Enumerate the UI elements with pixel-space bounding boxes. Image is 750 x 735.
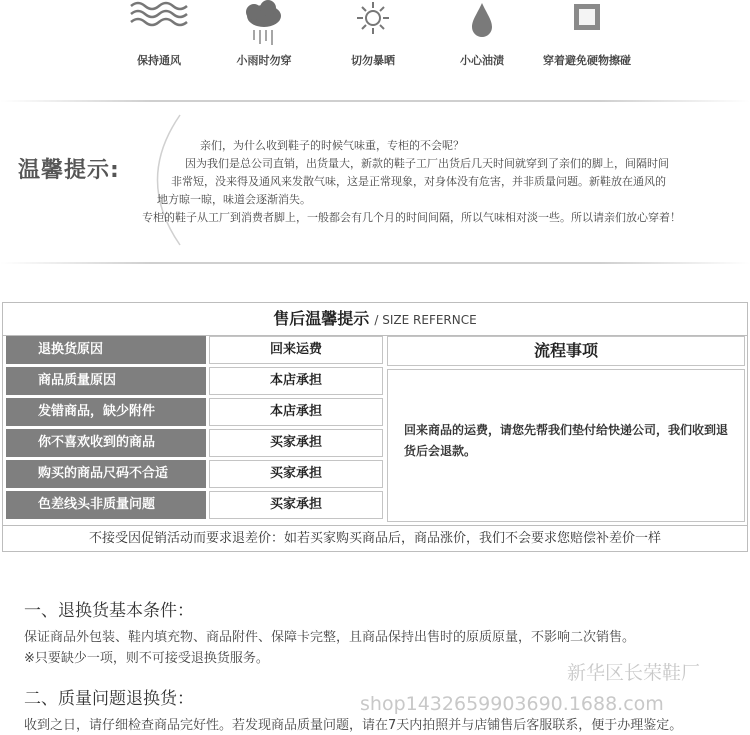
- rain-cloud-icon: [242, 0, 286, 48]
- tip-line: 因为我们是总公司直销，出货量大，新款的鞋子工厂出货后几天时间就穿到了亲们的脚上，间隔时间: [185, 157, 669, 170]
- table-row-reason: 色差线头非质量问题: [6, 491, 206, 519]
- square-box-icon: [569, 0, 605, 40]
- table-row-bearer: 本店承担: [209, 398, 383, 426]
- care-label: 切勿暴晒: [351, 54, 395, 67]
- table-header: [3, 303, 747, 336]
- conditions-line: 保证商品外包装、鞋内填充物、商品附件、保障卡完整，且商品保持出售时的原质原量，不影响二次销售。: [24, 630, 636, 645]
- tip-line: 非常短，没来得及通风来发散气味，这是正常现象，对身体没有危害，并非质量问题。新鞋放在通风的: [171, 175, 666, 188]
- table-row-bearer: 回来运费: [209, 336, 383, 364]
- oil-drop-icon: [467, 0, 497, 40]
- tip-line: 专柜的鞋子从工厂到消费者脚上，一般都会有几个月的时间间隔，所以气味相对淡一些。所以请亲们放心穿着！: [142, 211, 681, 224]
- conditions-title: 一、退换货基本条件：: [24, 601, 194, 621]
- price-difference-note: 不接受因促销活动而要求退差价：如若买家购买商品后，商品涨价，我们不会要求您赔偿补差价一样: [3, 525, 747, 552]
- care-label: 保持通风: [137, 54, 181, 67]
- care-label: 小雨时勿穿: [236, 54, 292, 67]
- care-item-sun: [313, 0, 433, 67]
- tip-line: 亲们，为什么收到鞋子的时候气味重，专柜的不会呢？: [200, 139, 464, 152]
- table-row-bearer: 买家承担: [209, 491, 383, 519]
- process-header: 流程事项: [387, 336, 745, 366]
- quality-title: 二、质量问题退换货：: [24, 689, 194, 709]
- table-row-bearer: 买家承担: [209, 460, 383, 488]
- tips-title: 温馨提示:: [18, 158, 120, 183]
- divider: [0, 262, 750, 264]
- table-row-bearer: 本店承担: [209, 367, 383, 395]
- care-item-rain: [204, 0, 324, 67]
- after-sale-table: [2, 302, 748, 552]
- watermark-shop: 新华区长荣鞋厂: [567, 662, 701, 684]
- care-item-scratch: [527, 0, 647, 67]
- table-title: 售后温馨提示: [273, 309, 370, 328]
- table-row-reason: 发错商品，缺少附件: [6, 398, 206, 426]
- watermark-url: shop1432659903690.1688.com: [360, 693, 664, 715]
- quality-line: 收到之日，请仔细检查商品完好性。若发现商品质量问题，请在7天内拍照并与店铺售后客服联系，便于办理鉴定。: [24, 718, 683, 733]
- table-subtitle: / SIZE REFERNCE: [374, 313, 477, 327]
- care-item-ventilate: [99, 0, 219, 67]
- table-row-reason: 退换货原因: [6, 336, 206, 364]
- wave-icon: [127, 0, 191, 30]
- conditions-note: ※只要缺少一项，则不可接受退换货服务。: [24, 651, 269, 666]
- process-text: 回来商品的运费，请您先帮我们垫付给快递公司，我们收到退货后会退款。: [387, 369, 745, 522]
- table-row-reason: 购买的商品尺码不合适: [6, 460, 206, 488]
- divider: [0, 100, 750, 102]
- table-row-bearer: 买家承担: [209, 429, 383, 457]
- table-row-reason: 你不喜欢收到的商品: [6, 429, 206, 457]
- sun-icon: [353, 0, 393, 40]
- tip-line: 地方晾一晾，味道会逐渐消失。: [157, 193, 311, 206]
- care-label: 穿着避免硬物擦碰: [543, 54, 631, 67]
- table-row-reason: 商品质量原因: [6, 367, 206, 395]
- care-item-oil: [422, 0, 542, 67]
- care-icons-strip: [0, 0, 750, 100]
- care-label: 小心油渍: [460, 54, 504, 67]
